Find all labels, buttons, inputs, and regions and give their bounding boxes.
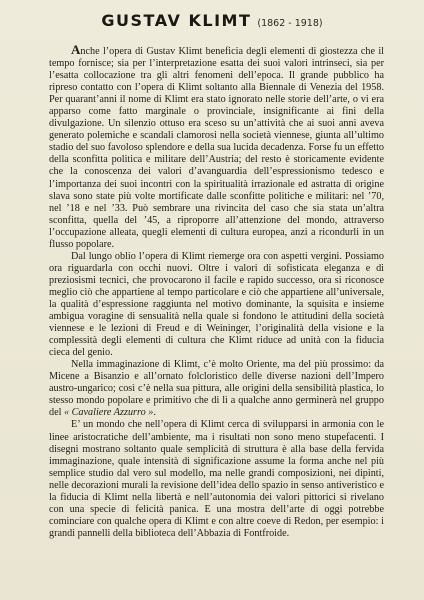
paragraph-2: Dal lungo oblio l’opera di Klimt riemerge ora con aspetti vergini. Possiamo ora riguardarla con occhi nuovi. Oltre i valori di sofisticata eleganza e di preziosismi tecnici, che provocarono il facile e rapido successo, ora si riconosce meglio ciò che appartiene al tempo particolare e ciò che appartiene all’universale, la qualità d’espressione raggiunta nel motivo dominante, la squisita e insieme ambigua voragine di sensualità nella quale si fondono le attitudini della società viennese e le lezioni di Freud e di Weininger, l’originalità della visione e la complessità degli elementi di cultura che Klimt riduce ad unità con la fiducia cieca del genio. [49,250,384,359]
drop-cap: A [71,42,81,57]
paragraph-4: E’ un mondo che nell’opera di Klimt cerca di svilupparsi in armonia con le linee aristocratiche dell’ambiente, ma i risultati non sono meno stupefacenti. I disegni mostrano soltanto quale semplicità di struttura è alla base della fervida immaginazione, quale intensità di significazione assume la forma anche nel più semplice studio dal vero sul modello, ma nelle grandi composizioni, nei dipinti, nelle decorazioni murali la revisione dell’idea dello spazio in senso antiveristico e la fiducia di Klimt nella libertà e nell’autonomia dei valori pittorici si rivelano con una specie di felicità panica. E una mostra dell’arte di oggi potrebbe cominciare con qualche opera di Klimt e con altre coeve di Redon, per esempio: i grandi pannelli della biblioteca dell’Abbazia di Fontfroide. [49,419,384,539]
paragraph-1-text: nche l’opera di Gustav Klimt beneficia degli elementi di giostezza che il tempo fornisce; sia per l’interpretazione esatta dei suoi valori intrinseci, sia per l’esatta collocazione tra gli altri fenomeni dell’epoca. Il grande pubblico ha ripreso contatto con l’opera di Klimt soltanto alla Biennale di Venezia del 1958. Per quarant’anni il nome di Klimt era stato ignorato nelle storie dell’arte, o vi era apparso come fatto marginale o provinciale, insignificante ai fini della divulgazione. Un silenzio ottuso era sceso su un’attività che ai suoi anni aveva generato polemiche e scandali clamorosi nella società viennese, giunta all’ultimo stadio del suo favoloso splendore e della sua lucida decadenza. Forse fu un effetto della sconfitta politica e militare dell’Austria; del resto è storicamente evidente che la conoscenza dei valori d’avanguardia dell’espressionismo tedesco e l’importanza dei suoi incontri con la spiritualità irrazionale ed astratta di origine slava sono state più volte mortificate dalle sconfitte politiche e militari: nel ’70, nel ’18 e nel ’33. Può sembrare una rivincita del caso che sia stata un’altra sconfitta, quella del ’45, a riproporre all’attenzione del mondo, attraverso l’occupazione alleata, quegli elementi di cultura europea, anzi a ricondurli in un flusso popolare. [49,46,384,250]
paragraph-1 [49,44,384,251]
life-dates: (1862 - 1918) [257,18,323,29]
paragraph-3-text: Nella immaginazione di Klimt, c’è molto Oriente, ma del più prossimo: da Micene a Bisanzio e all’ornato folcloristico delle diverse nazioni dell’Impero austro-ungarico; così c’è nella sua pittura, alle origini della sensibilità plastica, lo stesso mondo popolare e primitivo che di lì a qualche anno germinerà nel gruppo del [49,359,384,419]
page-title: GUSTAV KLIMT [101,11,252,30]
paragraph-3-end: . [153,407,156,419]
paragraph-3-italic: « Cavaliere Azzurro » [64,407,154,419]
page-header [0,11,424,31]
article-body [49,44,384,540]
paragraph-3 [49,359,384,419]
